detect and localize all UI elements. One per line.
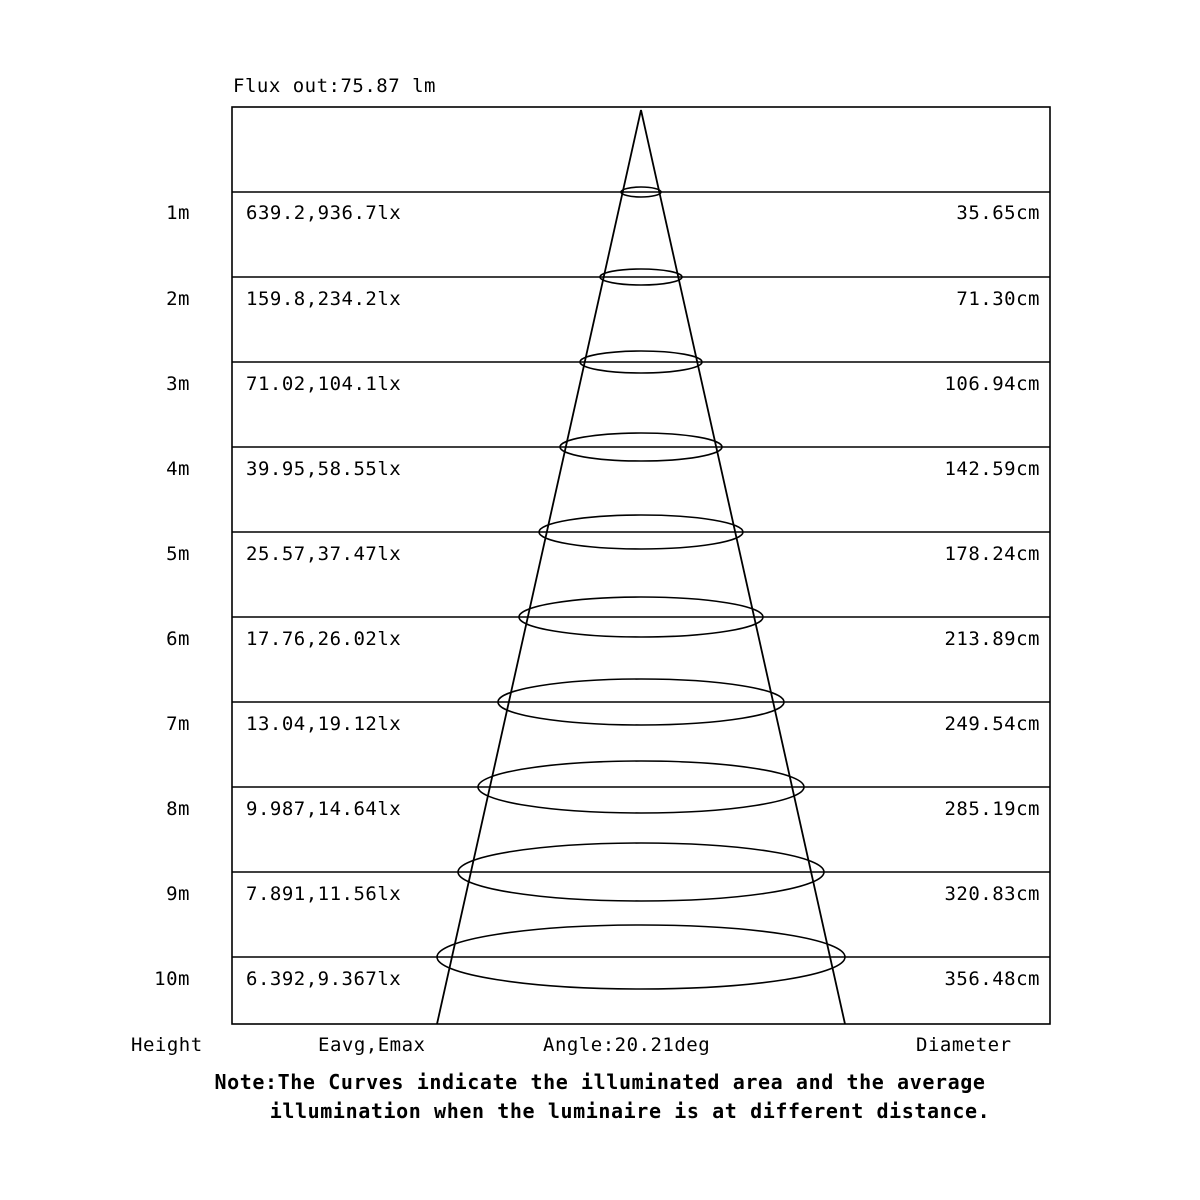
eavg-emax-value-10m: 6.392,9.367lx [246, 968, 402, 990]
eavg-emax-value-4m: 39.95,58.55lx [246, 458, 402, 480]
eavg-emax-value-1m: 639.2,936.7lx [246, 202, 402, 224]
eavg-emax-value-7m: 13.04,19.12lx [246, 713, 402, 735]
note-block [0, 1068, 1200, 1126]
diameter-value-5m: 178.24cm [944, 543, 1040, 565]
diameter-value-7m: 249.54cm [944, 713, 1040, 735]
height-label-8m: 8m [166, 798, 190, 820]
height-label-5m: 5m [166, 543, 190, 565]
diameter-value-2m: 71.30cm [956, 288, 1040, 310]
axis-caption-angle: Angle:20.21deg [543, 1034, 711, 1056]
axis-caption-eavg-emax: Eavg,Emax [318, 1034, 426, 1056]
height-label-3m: 3m [166, 373, 190, 395]
diameter-value-8m: 285.19cm [944, 798, 1040, 820]
height-label-1m: 1m [166, 202, 190, 224]
axis-caption-height: Height [131, 1034, 203, 1056]
diameter-value-10m: 356.48cm [944, 968, 1040, 990]
height-label-4m: 4m [166, 458, 190, 480]
axis-caption-diameter: Diameter [916, 1034, 1012, 1056]
note-line-1: Note:The Curves indicate the illuminated area and the average [214, 1070, 986, 1094]
height-label-10m: 10m [154, 968, 190, 990]
eavg-emax-value-8m: 9.987,14.64lx [246, 798, 402, 820]
eavg-emax-value-5m: 25.57,37.47lx [246, 543, 402, 565]
eavg-emax-value-3m: 71.02,104.1lx [246, 373, 402, 395]
diameter-value-6m: 213.89cm [944, 628, 1040, 650]
eavg-emax-value-6m: 17.76,26.02lx [246, 628, 402, 650]
flux-out-label: Flux out:75.87 lm [233, 75, 436, 97]
diameter-value-9m: 320.83cm [944, 883, 1040, 905]
eavg-emax-value-9m: 7.891,11.56lx [246, 883, 402, 905]
height-label-2m: 2m [166, 288, 190, 310]
height-label-7m: 7m [166, 713, 190, 735]
height-label-9m: 9m [166, 883, 190, 905]
diameter-value-3m: 106.94cm [944, 373, 1040, 395]
eavg-emax-value-2m: 159.8,234.2lx [246, 288, 402, 310]
diameter-value-1m: 35.65cm [956, 202, 1040, 224]
height-label-6m: 6m [166, 628, 190, 650]
diameter-value-4m: 142.59cm [944, 458, 1040, 480]
note-line-2: illumination when the luminaire is at different distance. [269, 1099, 991, 1123]
